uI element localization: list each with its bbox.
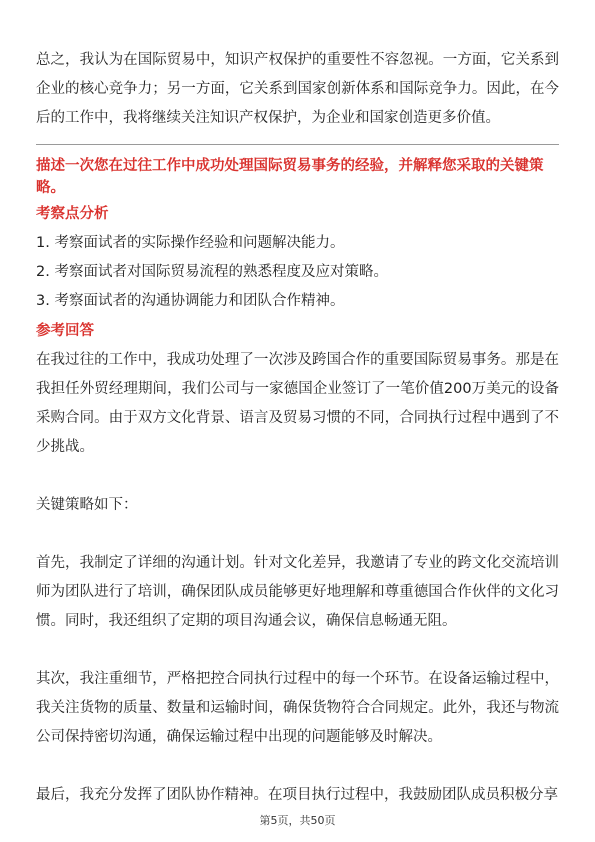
analysis-item: 1. 考察面试者的实际操作经验和问题解决能力。 bbox=[36, 235, 345, 251]
answer-paragraph: 首先，我制定了详细的沟通计划。针对文化差异，我邀请了专业的跨文化交流培训师为团队进行了培训，确保团队成员能够更好地理解和尊重德国合作伙伴的文化习惯。同时，我还组织了定期的项目沟通会议，确保信息畅通无阻。 bbox=[36, 555, 559, 629]
analysis-item: 2. 考察面试者对国际贸易流程的熟悉程度及应对策略。 bbox=[36, 264, 388, 280]
paragraph-gap bbox=[36, 462, 559, 491]
paragraph-gap bbox=[36, 520, 559, 549]
answer-paragraph: 其次，我注重细节，严格把控合同执行过程中的每一个环节。在设备运输过程中，我关注货物的质量、数量和运输时间，确保货物符合合同规定。此外，我还与物流公司保持密切沟通，确保运输过程中出现的问题能够及时解决。 bbox=[36, 671, 559, 745]
answer-title: 参考回答 bbox=[36, 323, 94, 339]
answer-paragraph: 最后，我充分发挥了团队协作精神。在项目执行过程中，我鼓励团队成员积极分享 bbox=[36, 787, 558, 803]
page-footer: 第5页，共50页 bbox=[259, 814, 336, 827]
intro-paragraph: 总之，我认为在国际贸易中，知识产权保护的重要性不容忽视。一方面，它关系到企业的核心竞争力；另一方面，它关系到国家创新体系和国际竞争力。因此，在今后的工作中，我将继续关注知识产权保护，为企业和国家创造更多价值。 bbox=[36, 52, 559, 126]
analysis-item: 3. 考察面试者的沟通协调能力和团队合作精神。 bbox=[36, 293, 345, 309]
section-divider bbox=[36, 144, 559, 145]
analysis-title: 考察点分析 bbox=[36, 206, 109, 222]
paragraph-gap bbox=[36, 636, 559, 665]
question-heading: 描述一次您在过往工作中成功处理国际贸易事务的经验，并解释您采取的关键策略。 bbox=[36, 158, 544, 196]
document-page bbox=[36, 46, 559, 810]
answer-paragraph: 关键策略如下： bbox=[36, 497, 138, 513]
answer-paragraph: 在我过往的工作中，我成功处理了一次涉及跨国合作的重要国际贸易事务。那是在我担任外贸经理期间，我们公司与一家德国企业签订了一笔价值200万美元的设备采购合同。由于双方文化背景、语言及贸易习惯的不同，合同执行过程中遇到了不少挑战。 bbox=[36, 352, 559, 455]
paragraph-gap bbox=[36, 752, 559, 781]
